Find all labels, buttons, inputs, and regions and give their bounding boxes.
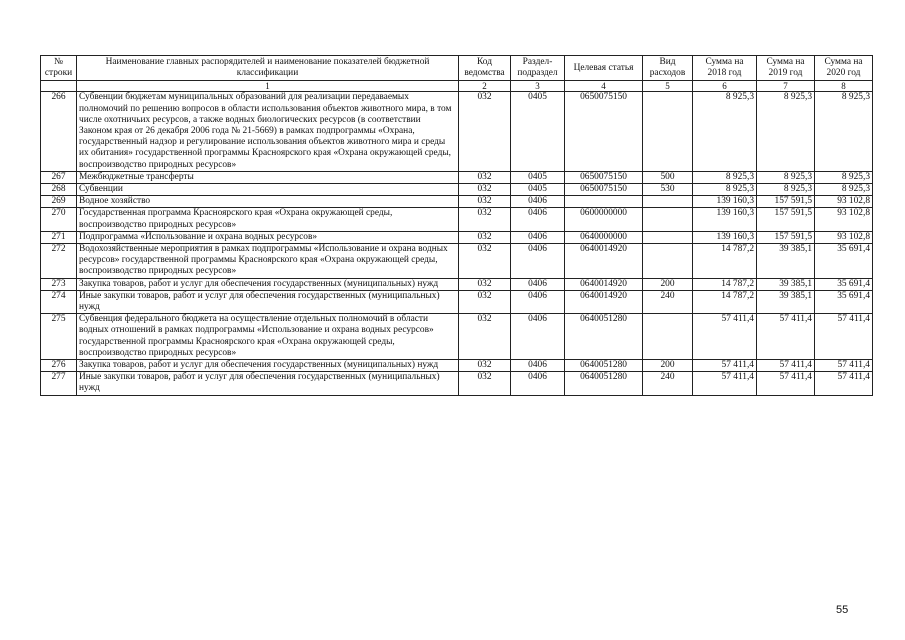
row-number: 274: [41, 290, 77, 313]
row-section: 0406: [511, 231, 565, 243]
row-sum-2020: 93 102,8: [815, 231, 873, 243]
row-expense-type: [643, 208, 693, 231]
table-row: [41, 278, 873, 290]
row-name: Иные закупки товаров, работ и услуг для обеспечения государственных (муниципальных) нужд: [77, 290, 459, 313]
budget-table-sheet: [40, 55, 872, 396]
row-sum-2019: 8 925,3: [757, 184, 815, 196]
row-sum-2018: 8 925,3: [693, 184, 757, 196]
table-row: [41, 290, 873, 313]
row-expense-type: 200: [643, 278, 693, 290]
row-department-code: 032: [459, 372, 511, 395]
header-row: [41, 56, 873, 81]
row-expense-type: 500: [643, 171, 693, 183]
budget-table: [40, 55, 873, 396]
column-number: 4: [565, 81, 643, 92]
header-sum-2019: Сумма на 2019 год: [757, 56, 815, 81]
row-sum-2018: 57 411,4: [693, 360, 757, 372]
row-sum-2019: 157 591,5: [757, 196, 815, 208]
table-body: [41, 92, 873, 395]
row-sum-2020: 8 925,3: [815, 171, 873, 183]
row-section: 0405: [511, 92, 565, 171]
row-target-article: 0640014920: [565, 278, 643, 290]
row-sum-2020: 93 102,8: [815, 196, 873, 208]
table-row: [41, 314, 873, 360]
row-sum-2018: 139 160,3: [693, 231, 757, 243]
header-sum-2020: Сумма на 2020 год: [815, 56, 873, 81]
row-number: 275: [41, 314, 77, 360]
row-target-article: 0640051280: [565, 360, 643, 372]
row-department-code: 032: [459, 360, 511, 372]
row-target-article: 0640051280: [565, 314, 643, 360]
row-name: Закупка товаров, работ и услуг для обеспечения государственных (муниципальных) нужд: [77, 360, 459, 372]
row-expense-type: [643, 92, 693, 171]
row-target-article: 0600000000: [565, 208, 643, 231]
row-name: Закупка товаров, работ и услуг для обеспечения государственных (муниципальных) нужд: [77, 278, 459, 290]
row-sum-2020: 35 691,4: [815, 244, 873, 279]
row-department-code: 032: [459, 171, 511, 183]
row-name: Государственная программа Красноярского края «Охрана окружающей среды, воспроизводство природных ресурсов»: [77, 208, 459, 231]
row-name: Субвенции бюджетам муниципальных образований для реализации передаваемых полномочий по решению вопросов в области использования объектов животного мира, в том числе охотничьих ресурсов, а также водных биологических ресурсов (в соответствии Законом края от 26 декабря 2006 года № 21-5669) в рамках подпрограммы «Охрана, государственный надзор и регулирование использования объектов животного мира и среды их обитания» государственной программы Красноярского края «Охрана окружающей среды, воспроизводство природных ресурсов»: [77, 92, 459, 171]
row-expense-type: [643, 231, 693, 243]
row-sum-2019: 57 411,4: [757, 314, 815, 360]
row-expense-type: 530: [643, 184, 693, 196]
row-name: Иные закупки товаров, работ и услуг для обеспечения государственных (муниципальных) нужд: [77, 372, 459, 395]
column-number: 5: [643, 81, 693, 92]
row-number: 277: [41, 372, 77, 395]
column-number: 1: [77, 81, 459, 92]
table-row: [41, 92, 873, 171]
row-expense-type: [643, 196, 693, 208]
row-target-article: 0640000000: [565, 231, 643, 243]
row-sum-2019: 157 591,5: [757, 208, 815, 231]
row-target-article: 0650075150: [565, 184, 643, 196]
table-row: [41, 208, 873, 231]
row-number: 272: [41, 244, 77, 279]
table-row: [41, 360, 873, 372]
row-sum-2019: 157 591,5: [757, 231, 815, 243]
row-target-article: 0640014920: [565, 244, 643, 279]
table-row: [41, 196, 873, 208]
row-number: 267: [41, 171, 77, 183]
row-sum-2019: 8 925,3: [757, 92, 815, 171]
row-expense-type: [643, 314, 693, 360]
row-sum-2020: 8 925,3: [815, 184, 873, 196]
row-target-article: [565, 196, 643, 208]
row-sum-2020: 57 411,4: [815, 360, 873, 372]
row-sum-2020: 8 925,3: [815, 92, 873, 171]
header-expense-type: Вид расходов: [643, 56, 693, 81]
row-sum-2019: 39 385,1: [757, 278, 815, 290]
header-name: Наименование главных распорядителей и наименование показателей бюджетной классификации: [77, 56, 459, 81]
header-section: Раздел-подраздел: [511, 56, 565, 81]
row-target-article: 0650075150: [565, 92, 643, 171]
row-sum-2019: 57 411,4: [757, 360, 815, 372]
row-sum-2018: 139 160,3: [693, 208, 757, 231]
row-sum-2018: 8 925,3: [693, 171, 757, 183]
header-sum-2018: Сумма на 2018 год: [693, 56, 757, 81]
table-row: [41, 231, 873, 243]
row-name: Подпрограмма «Использование и охрана водных ресурсов»: [77, 231, 459, 243]
row-sum-2019: 57 411,4: [757, 372, 815, 395]
row-sum-2018: 57 411,4: [693, 372, 757, 395]
row-sum-2018: 14 787,2: [693, 244, 757, 279]
row-number: 269: [41, 196, 77, 208]
row-sum-2020: 35 691,4: [815, 290, 873, 313]
row-section: 0405: [511, 184, 565, 196]
row-expense-type: [643, 244, 693, 279]
row-target-article: 0640014920: [565, 290, 643, 313]
row-department-code: 032: [459, 92, 511, 171]
row-section: 0406: [511, 196, 565, 208]
column-number: [41, 81, 77, 92]
row-department-code: 032: [459, 231, 511, 243]
header-target-article: Целевая статья: [565, 56, 643, 81]
row-sum-2020: 35 691,4: [815, 278, 873, 290]
column-number: 8: [815, 81, 873, 92]
column-number-row: [41, 81, 873, 92]
row-section: 0406: [511, 278, 565, 290]
row-expense-type: 240: [643, 372, 693, 395]
row-department-code: 032: [459, 196, 511, 208]
header-department-code: Код ведомства: [459, 56, 511, 81]
row-number: 273: [41, 278, 77, 290]
row-expense-type: 200: [643, 360, 693, 372]
row-number: 271: [41, 231, 77, 243]
row-sum-2020: 93 102,8: [815, 208, 873, 231]
row-sum-2018: 57 411,4: [693, 314, 757, 360]
row-department-code: 032: [459, 208, 511, 231]
row-number: 266: [41, 92, 77, 171]
row-section: 0406: [511, 360, 565, 372]
row-section: 0406: [511, 314, 565, 360]
row-target-article: 0640051280: [565, 372, 643, 395]
table-row: [41, 184, 873, 196]
column-number: 2: [459, 81, 511, 92]
row-sum-2018: 14 787,2: [693, 278, 757, 290]
row-section: 0406: [511, 244, 565, 279]
table-row: [41, 171, 873, 183]
row-name: Межбюджетные трансферты: [77, 171, 459, 183]
row-department-code: 032: [459, 278, 511, 290]
row-expense-type: 240: [643, 290, 693, 313]
row-number: 276: [41, 360, 77, 372]
row-sum-2019: 39 385,1: [757, 290, 815, 313]
header-row-number: № строки: [41, 56, 77, 81]
row-sum-2018: 139 160,3: [693, 196, 757, 208]
row-name: Субвенции: [77, 184, 459, 196]
row-department-code: 032: [459, 290, 511, 313]
row-sum-2020: 57 411,4: [815, 314, 873, 360]
row-name: Водное хозяйство: [77, 196, 459, 208]
row-name: Субвенция федерального бюджета на осуществление отдельных полномочий в области водных отношений в рамках подпрограммы «Использование и охрана водных ресурсов» государственной программы Красноярского края «Охрана окружающей среды, воспроизводство природных ресурсов»: [77, 314, 459, 360]
row-name: Водохозяйственные мероприятия в рамках подпрограммы «Использование и охрана водных ресурсов» государственной программы Красноярского края «Охрана окружающей среды, воспроизводство природных ресурсов»: [77, 244, 459, 279]
row-section: 0405: [511, 171, 565, 183]
row-section: 0406: [511, 290, 565, 313]
row-department-code: 032: [459, 314, 511, 360]
row-sum-2018: 14 787,2: [693, 290, 757, 313]
row-sum-2018: 8 925,3: [693, 92, 757, 171]
row-section: 0406: [511, 208, 565, 231]
page-number: 55: [836, 604, 849, 616]
row-number: 268: [41, 184, 77, 196]
column-number: 6: [693, 81, 757, 92]
row-department-code: 032: [459, 184, 511, 196]
row-target-article: 0650075150: [565, 171, 643, 183]
row-sum-2019: 39 385,1: [757, 244, 815, 279]
row-section: 0406: [511, 372, 565, 395]
table-row: [41, 244, 873, 279]
column-number: 3: [511, 81, 565, 92]
row-department-code: 032: [459, 244, 511, 279]
row-sum-2020: 57 411,4: [815, 372, 873, 395]
row-sum-2019: 8 925,3: [757, 171, 815, 183]
row-number: 270: [41, 208, 77, 231]
table-row: [41, 372, 873, 395]
column-number: 7: [757, 81, 815, 92]
